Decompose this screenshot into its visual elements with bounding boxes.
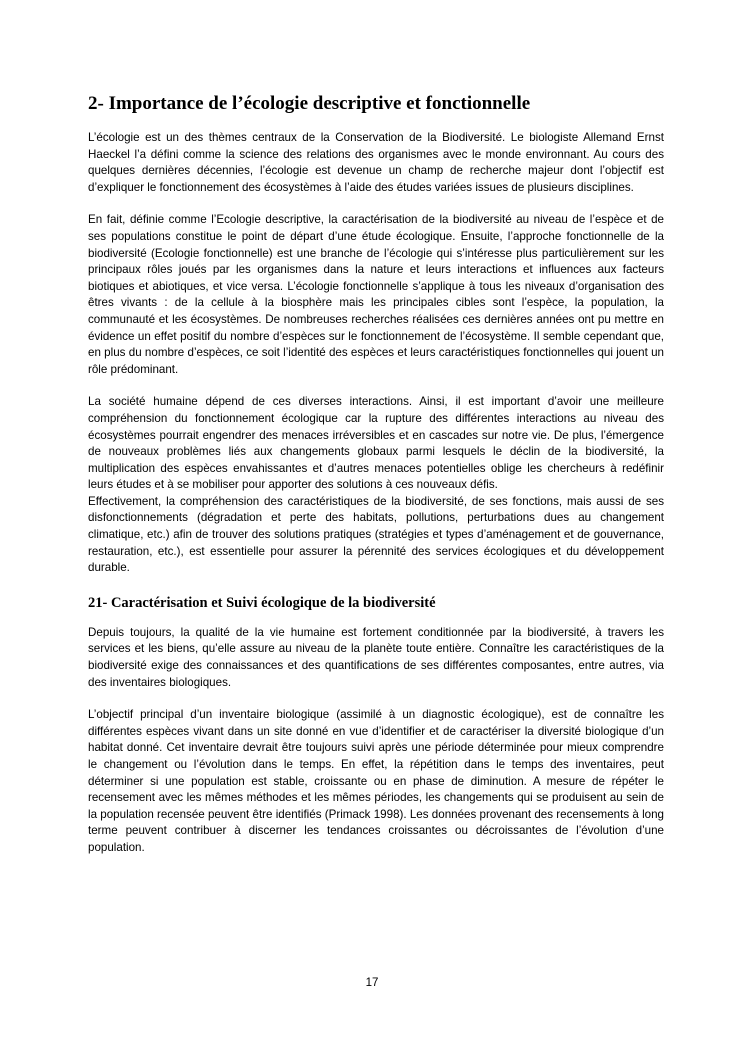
document-page (88, 92, 664, 873)
section-paragraph-4: Effectivement, la compréhension des caractéristiques de la biodiversité, de ses fonctions, mais aussi de ses disfonctionnements (dégradation et perte des habitats, pollutions, perturbations dues au changement climatique, etc.) afin de trouver des solutions pratiques (stratégies et types d’aménagement et de gouvernance, restauration, etc.), est essentielle pour assurer la pérennité des services écologiques et du développement durable. (88, 494, 664, 575)
section-paragraph-1: L’écologie est un des thèmes centraux de la Conservation de la Biodiversité. Le biologiste Allemand Ernst Haeckel l’a défini comme la science des relations des organismes avec le monde environnant. Au cours des quelques dernières décennies, l’écologie est devenue un champ de recherche majeur dont l’objectif est d’expliquer le fonctionnement des écosystèmes à l’aide des études variées issues de plusieurs disciplines. (88, 131, 664, 194)
section-title: 2- Importance de l’écologie descriptive et fonctionnelle (88, 93, 531, 114)
subsection-paragraph-1: Depuis toujours, la qualité de la vie humaine est fortement conditionnée par la biodiversité, à travers les services et les biens, qu’elle assure au niveau de la planète toute entière. Connaître les caractéristiques de la biodiversité exige des connaissances et des quantifications de ses différentes composantes, entre autres, via des inventaires biologiques. (88, 625, 664, 689)
page-number: 17 (365, 977, 379, 989)
section-paragraph-3: La société humaine dépend de ces diverses interactions. Ainsi, il est important d’avoir une meilleure compréhension du fonctionnement écologique car la rupture des différentes interactions au niveau des écosystèmes pourrait engendrer des menaces irréversibles et en cascades sur notre vie. De plus, l’émergence de nouveaux problèmes liés aux changements globaux parmi lesquels le déclin de la biodiversité, la multiplication des espèces envahissantes et d’autres menaces potentielles oblige les chercheurs à redéfinir leurs études et à se mobiliser pour apporter des solutions à ces nouveaux défis. (88, 395, 664, 492)
subsection-title: 21- Caractérisation et Suivi écologique de la biodiversité (88, 594, 436, 611)
subsection-paragraph-2: L’objectif principal d’un inventaire biologique (assimilé à un diagnostic écologique), est de connaître les différentes espèces vivant dans un site donné en vue d’identifier et de caractériser la diversité biologique d’un habitat donné. Cet inventaire devrait être toujours suivi après une période déterminée pour mieux comprendre le changement ou l’évolution dans le temps. En effet, la répétition dans le temps des inventaires, peut déterminer si une population est stable, croissante ou en phase de diminution. A mesure de répéter le recensement avec les mêmes méthodes et les mêmes périodes, les changements qui se produisent au sein de la population recensée peuvent être identifiés (Primack 1998). Les données provenant des recensements à long terme peuvent contribuer à discerner les tendances croissantes ou décroissantes de l’évolution d’une population. (88, 708, 664, 854)
section-paragraph-2: En fait, définie comme l’Ecologie descriptive, la caractérisation de la biodiversité au niveau de l’espèce et de ses populations constitue le point de départ d’une étude écologique. Ensuite, l’approche fonctionnelle de la biodiversité (Ecologie fonctionnelle) est une branche de l’écologie qui s’intéresse plus particulièrement sur les principaux rôles joués par les organismes dans la nature et leurs interactions et influences aux facteurs biotiques et abiotiques, et vice versa. L’écologie fonctionnelle s’applique à tous les niveaux d’organisation des êtres vivants : de la cellule à la biosphère mais les principales cibles sont l’espèce, la population, la communauté et les écosystèmes. De nombreuses recherches réalisées ces dernières années ont pu mettre en évidence un effet positif du nombre d’espèces sur le fonctionnement de l’écosystème. Il semble cependant que, en plus du nombre d’espèces, ce soit l’identité des espèces et leurs caractéristiques fonctionnelles qui jouent un rôle prédominant. (88, 213, 664, 376)
